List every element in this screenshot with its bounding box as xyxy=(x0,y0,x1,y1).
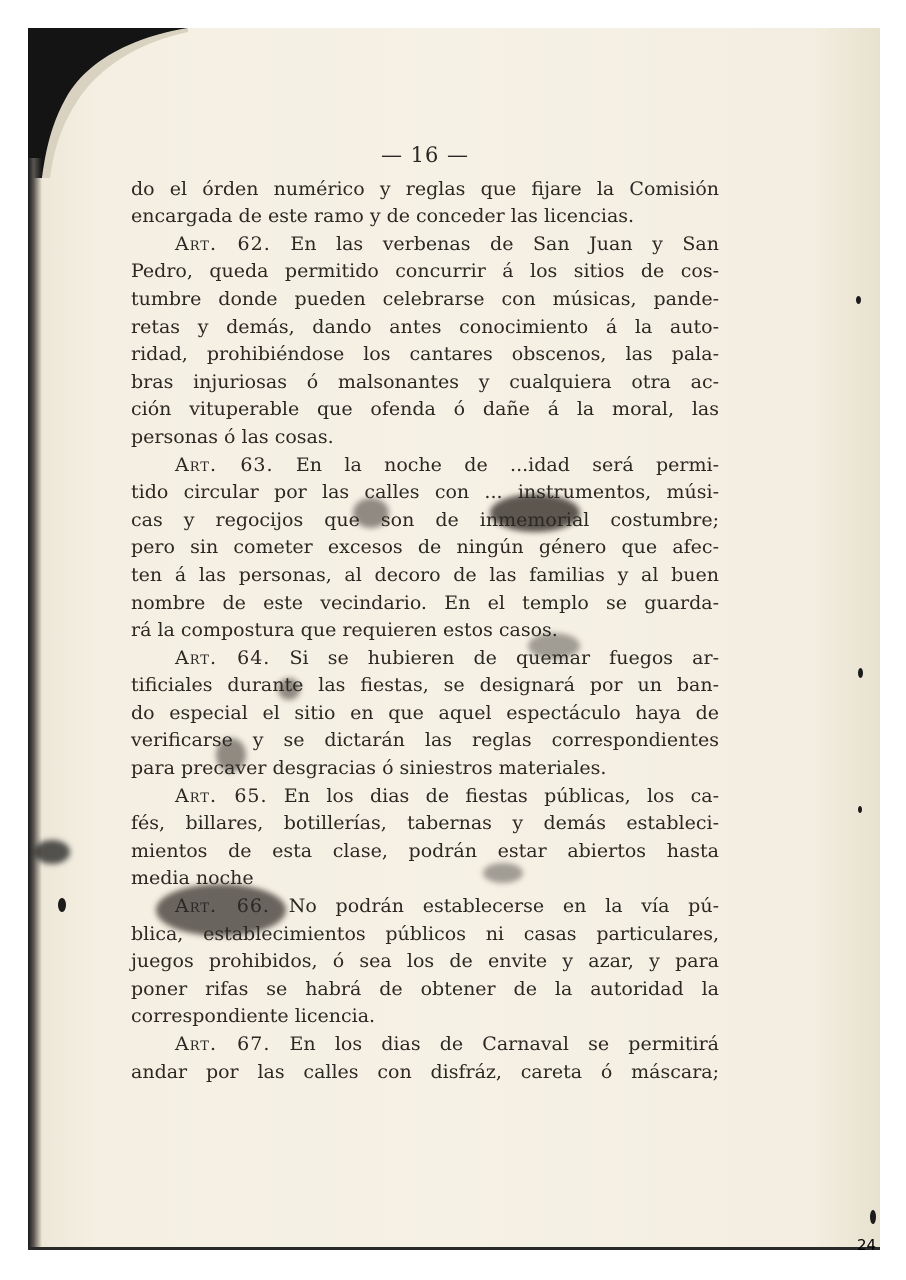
dust-speck xyxy=(858,668,863,678)
text-line xyxy=(131,838,719,866)
text-line xyxy=(131,286,719,314)
line-text: poner rifas se habrá de obtener de la autoridad la xyxy=(131,977,719,1000)
line-text: Pedro, queda permitido concurrir á los sitios de cos- xyxy=(131,260,719,283)
line-text: andar por las calles con disfráz, careta ó máscara; xyxy=(131,1060,719,1083)
text-line xyxy=(131,865,719,893)
text-line xyxy=(131,976,719,1004)
text-line xyxy=(131,452,719,480)
line-text: ridad, prohibiéndose los cantares obscenos, las pala- xyxy=(131,343,719,366)
line-text: bras injuriosas ó malsonantes y cualquiera otra ac- xyxy=(131,370,719,393)
article-label: Art. 67. xyxy=(175,1033,271,1055)
line-text: correspondiente licencia. xyxy=(131,1005,376,1028)
dust-speck xyxy=(856,296,861,304)
ink-smudge xyxy=(34,840,70,864)
text-line xyxy=(131,176,719,204)
text-line xyxy=(131,645,719,673)
text-line xyxy=(131,893,719,921)
dust-speck xyxy=(870,1210,876,1224)
article-label: Art. 66. xyxy=(175,895,270,918)
text-line xyxy=(131,203,719,231)
text-lines xyxy=(131,176,719,1087)
text-line xyxy=(131,424,719,452)
page-text xyxy=(131,142,719,1086)
text-line xyxy=(131,948,719,976)
line-text: En los dias de fiestas públicas, los ca- xyxy=(267,784,719,807)
text-line xyxy=(131,590,719,618)
line-text: mientos de esta clase, podrán estar abiertos hasta xyxy=(131,839,719,862)
text-line xyxy=(131,810,719,838)
page-header: — 16 — xyxy=(380,143,470,167)
line-text: blica, establecimientos públicos ni casas particulares, xyxy=(131,922,719,945)
line-text: En los dias de Carnaval se permitirá xyxy=(270,1033,719,1055)
scan-edge xyxy=(28,1247,880,1250)
dust-speck xyxy=(58,898,66,912)
page-number: 24 xyxy=(857,1236,877,1254)
article-label: Art. 62. xyxy=(175,232,271,255)
text-line xyxy=(131,507,719,535)
line-text: media noche xyxy=(131,867,254,890)
article-label: Art. 65. xyxy=(175,784,268,807)
text-line xyxy=(131,258,719,286)
text-line xyxy=(131,1059,719,1087)
line-text: tificiales durante las fiestas, se designará por un ban- xyxy=(131,674,719,697)
line-text: verificarse y se dictarán las reglas correspondientes xyxy=(131,729,719,752)
line-text: do el órden numérico y reglas que fijare la Comisión xyxy=(131,177,719,200)
dust-speck xyxy=(858,806,862,813)
line-text: juegos prohibidos, ó sea los de envite y azar, y para xyxy=(131,950,719,973)
text-line xyxy=(131,231,719,259)
binding-shadow xyxy=(28,158,42,1248)
line-text: retas y demás, dando antes conocimiento á la auto- xyxy=(131,315,719,338)
text-line xyxy=(131,534,719,562)
line-text: En las verbenas de San Juan y San xyxy=(270,232,719,255)
text-line xyxy=(131,755,719,783)
text-line xyxy=(131,396,719,424)
line-text: do especial el sitio en que aquel espectáculo haya de xyxy=(131,701,719,724)
line-text: No podrán establecerse en la vía pú- xyxy=(269,895,719,918)
line-text: tido circular por las calles con ... instrumentos, músi- xyxy=(131,481,719,504)
line-text: pero sin cometer excesos de ningún género que afec- xyxy=(131,536,719,559)
line-text: tumbre donde pueden celebrarse con músicas, pande- xyxy=(131,287,719,310)
line-text: encargada de este ramo y de conceder las licencias. xyxy=(131,205,635,228)
text-line xyxy=(131,479,719,507)
text-line xyxy=(131,783,719,811)
text-line xyxy=(131,1031,719,1059)
line-text: ten á las personas, al decoro de las familias y al buen xyxy=(131,563,719,586)
text-line xyxy=(131,700,719,728)
line-text: Si se hubieren de quemar fuegos ar- xyxy=(270,646,720,669)
text-line xyxy=(131,727,719,755)
article-label: Art. 64. xyxy=(175,646,271,669)
line-text: personas ó las cosas. xyxy=(131,425,334,448)
text-line xyxy=(131,921,719,949)
line-text: fés, billares, botillerías, tabernas y demás estableci- xyxy=(131,812,719,835)
article-label: Art. 63. xyxy=(175,453,274,476)
text-line xyxy=(131,672,719,700)
text-line xyxy=(131,1003,719,1031)
line-text: En la noche de ...idad será permi- xyxy=(273,453,719,476)
text-line xyxy=(131,617,719,645)
line-text: nombre de este vecindario. En el templo se guarda- xyxy=(131,591,719,614)
text-line xyxy=(131,369,719,397)
line-text: ción vituperable que ofenda ó dañe á la moral, las xyxy=(131,398,719,421)
line-text: rá la compostura que requieren estos casos. xyxy=(131,619,558,642)
text-line xyxy=(131,314,719,342)
line-text: cas y regocijos que son de inmemorial costumbre; xyxy=(131,508,719,531)
text-line xyxy=(131,341,719,369)
text-line xyxy=(131,562,719,590)
line-text: para precaver desgracias ó siniestros materiales. xyxy=(131,757,607,780)
